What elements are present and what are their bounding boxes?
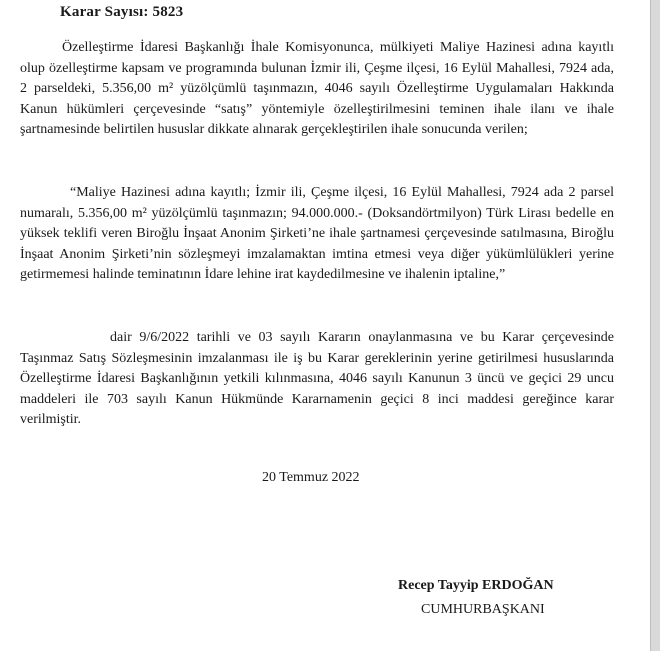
signatory-title: CUMHURBAŞKANI [421, 602, 545, 617]
paragraph-quoted-decision: “Maliye Hazinesi adına kayıtlı; İzmir ili, Çeşme ilçesi, 16 Eylül Mahallesi, 7924 ada 2 parsel numaralı, 5.356,00 m² yüzölçümlü taşınmazın; 94.000.000.- (Doksandörtmilyon) Türk Lirası bedelle en yüksek teklifi veren Biroğlu İnşaat Anonim Şirketi’ne ihale şartnamesi çerçevesinde satılmasına, Biroğlu İnşaat Anonim Şirketi’nin sözleşmeyi imzalamaktan imtina etmesi veya diğer yükümlülükleri yerine getirmemesi halinde teminatının İdare lehine irat kaydedilmesine ve ihalenin iptaline,” [20, 185, 614, 282]
paragraph-commission-decision: Özelleştirme İdaresi Başkanlığı İhale Komisyonunca, mülkiyeti Maliye Hazinesi adına kayıtlı olup özelleştirme kapsam ve programında bulunan İzmir ili, Çeşme ilçesi, 16 Eylül Mahallesi, 7924 ada, 2 parseldeki, 5.356,00 m² yüzölçümlü taşınmazın, 4046 sayılı Özelleştirme Uygulamaları Hakkında Kanun hükümleri çerçevesinde “satış” yöntemiyle özelleştirilmesini teminen ihale ilanı ve ihale şartnamesinde belirtilen hususlar dikkate alınarak gerçekleştirilen ihale sonucunda verilen; [20, 40, 614, 137]
paragraph-approval: dair 9/6/2022 tarihli ve 03 sayılı Kararın onaylanmasına ve bu Karar çerçevesinde Taşınmaz Satış Sözleşmesinin imzalanması ile iş bu Karar gereklerinin yerine getirilmesi hususlarında Özelleştirme İdaresi Başkanlığının yetkili kılınmasına, 4046 sayılı Kanunun 3 üncü ve geçici 29 uncu maddeleri ile 703 sayılı Kanun Hükmünde Kararnamenin geçici 8 inci maddesi gereğince karar verilmiştir. [20, 330, 614, 427]
viewer-right-edge [650, 0, 660, 651]
signatory-name: Recep Tayyip ERDOĞAN [398, 578, 554, 593]
decision-number: Karar Sayısı: 5823 [60, 4, 184, 20]
document-date: 20 Temmuz 2022 [262, 470, 360, 485]
